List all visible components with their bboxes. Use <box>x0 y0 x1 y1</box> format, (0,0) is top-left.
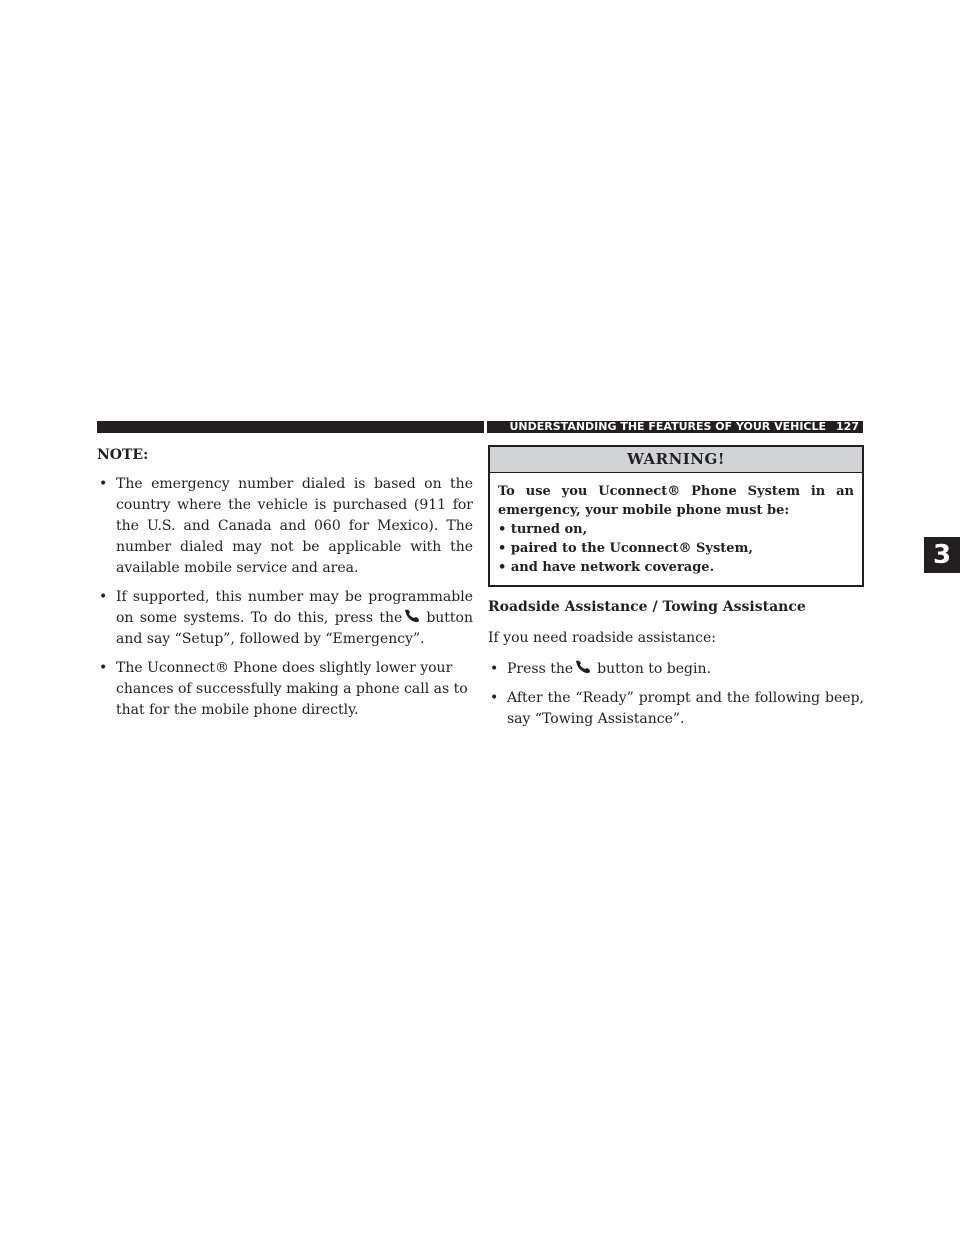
phone-handset-icon <box>574 660 596 674</box>
left-column <box>97 445 473 729</box>
warning-item: • and have network coverage. <box>498 560 715 575</box>
list-item <box>488 659 864 680</box>
warning-item: • turned on, <box>498 522 588 537</box>
note-heading: NOTE: <box>97 447 149 463</box>
running-header-title: UNDERSTANDING THE FEATURES OF YOUR VEHICLE <box>509 420 827 433</box>
list-item-text: After the “Ready” prompt and the following beep, say “Towing Assistance”. <box>507 690 864 727</box>
bullet-dot: • <box>490 690 499 706</box>
bullet-dot: • <box>99 660 108 676</box>
right-column <box>488 445 864 738</box>
list-item <box>97 587 473 650</box>
list-item <box>488 688 864 730</box>
list-item-text: The emergency number dialed is based on the country where the vehicle is purchased (911 for the U.S. and Canada and 060 for Mexico). The number dialed may not be applicable with the available mobile service and area. <box>116 476 473 576</box>
warning-intro: To use you Uconnect® Phone System in an emergency, your mobile phone must be: <box>498 484 854 518</box>
bullet-dot: • <box>498 522 507 537</box>
chapter-tab: 3 <box>924 537 960 573</box>
bullet-dot: • <box>498 541 507 556</box>
list-item-text: The Uconnect® Phone does slightly lower your chances of successfully making a phone call as to that for the mobile phone directly. <box>116 660 468 718</box>
list-item-text-after: button and say “Setup”, followed by “Emergency”. <box>116 610 473 647</box>
header-rule <box>97 421 484 433</box>
list-item <box>97 474 473 579</box>
list-item-text-before: Press the <box>507 661 574 677</box>
running-header <box>487 421 863 433</box>
list-item <box>97 658 473 721</box>
warning-title: WARNING! <box>490 447 862 473</box>
bullet-dot: • <box>490 661 499 677</box>
warning-box <box>488 445 864 587</box>
section-subheading: Roadside Assistance / Towing Assistance <box>488 599 806 615</box>
page-number: 127 <box>836 420 859 433</box>
phone-handset-icon <box>403 609 425 623</box>
bullet-dot: • <box>99 476 108 492</box>
bullet-dot: • <box>99 589 108 605</box>
bullet-dot: • <box>498 560 507 575</box>
warning-body <box>490 473 862 585</box>
intro-text: If you need roadside assistance: <box>488 630 716 646</box>
list-item-text-before: If supported, this number may be programmable on some systems. To do this, press the <box>116 589 473 626</box>
warning-item: • paired to the Uconnect® System, <box>498 541 753 556</box>
list-item-text-after: button to begin. <box>597 661 711 677</box>
